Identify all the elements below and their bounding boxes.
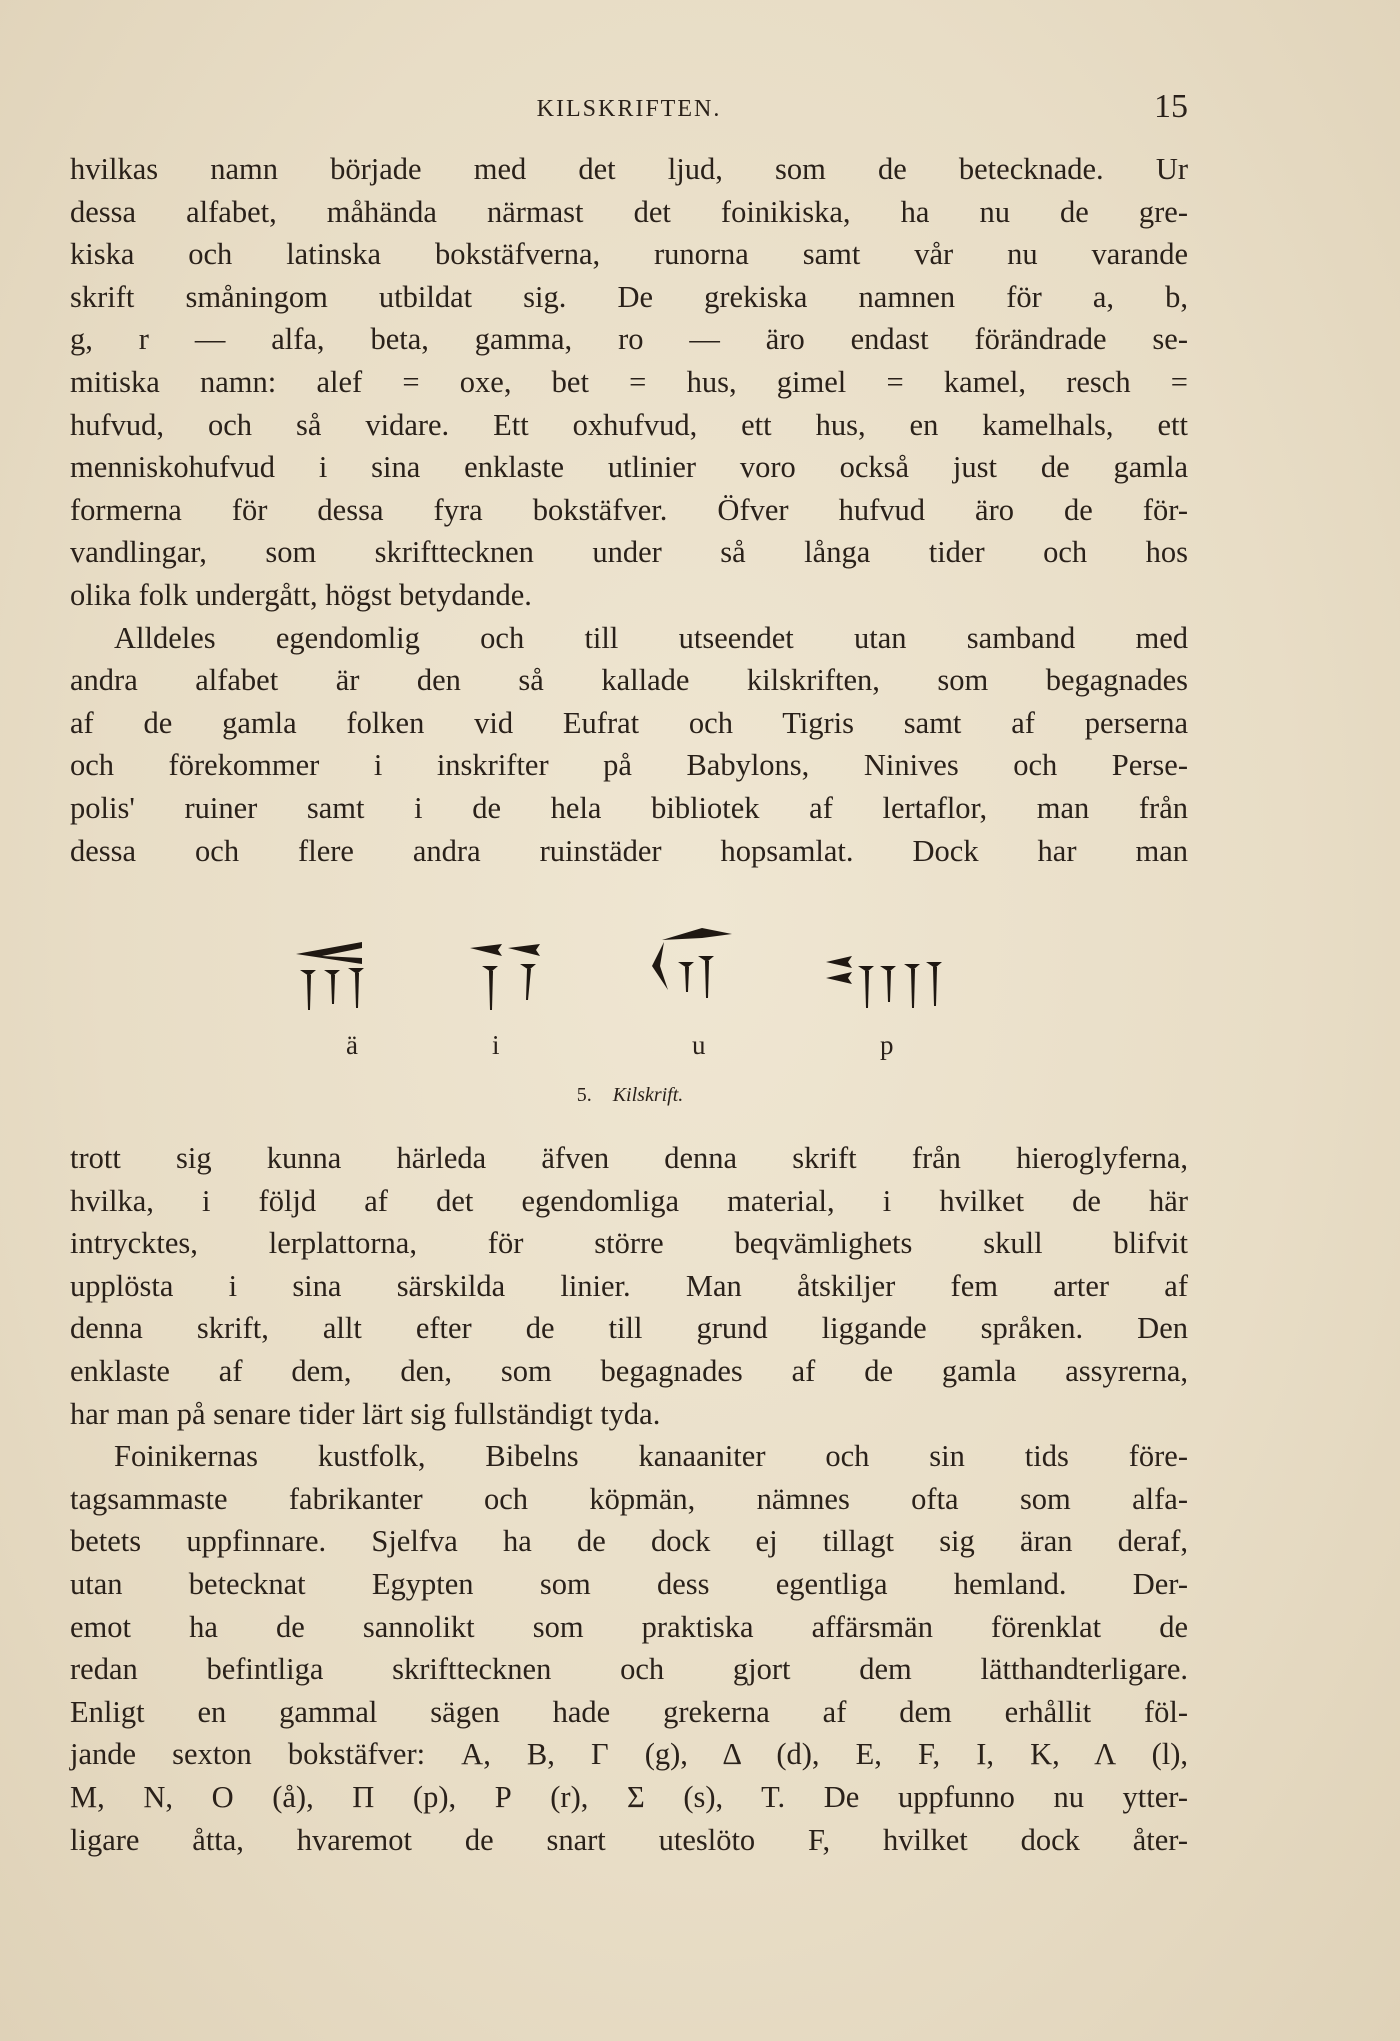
cuneiform-sign-icon [822, 912, 962, 1012]
text-line: Enligt en gammal sägen hade grekerna af dem erhållit föl- [70, 1694, 1188, 1729]
sign-label: p [880, 1030, 894, 1060]
text-line: Alldeles egendomlig och till utseendet utan samband med [114, 620, 1188, 655]
text-line: tagsammaste fabrikanter och köpmän, nämnes ofta som alfa- [70, 1481, 1188, 1516]
paragraph [70, 1137, 1188, 1435]
text-line: jande sexton bokstäfver: Α, Β, Γ (g), Δ (d), Ε, F, Ι, Κ, Λ (l), [70, 1737, 1188, 1772]
sign-label: i [492, 1030, 500, 1060]
text-line: trott sig kunna härleda äfven denna skrift från hieroglyferna, [70, 1141, 1188, 1175]
text-line: betets uppfinnare. Sjelfva ha de dock ej tillagt sig äran deraf, [70, 1524, 1188, 1559]
cuneiform-sign-icon [468, 912, 578, 1012]
cuneiform-sign-icon [642, 912, 752, 1012]
text-line: dessa alfabet, måhända närmast det foinikiska, ha nu de gre- [70, 194, 1188, 229]
page-header [70, 88, 1188, 138]
text-line: utan betecknat Egypten som dess egentliga hemland. Der- [70, 1566, 1188, 1601]
text-line: dessa och flere andra ruinstäder hopsamlat. Dock har man [70, 833, 1188, 868]
text-line: skrift småningom utbildat sig. De grekiska namnen för a, b, [70, 279, 1188, 314]
page-number: 15 [1154, 88, 1188, 125]
text-line: denna skrift, allt efter de till grund liggande språken. Den [70, 1311, 1188, 1346]
text-line: ligare åtta, hvaremot de snart uteslöto F, hvilket dock åter- [70, 1822, 1188, 1857]
text-line: g, r — alfa, beta, gamma, ro — äro endast förändrade se- [70, 322, 1188, 357]
sign-label: u [692, 1030, 706, 1060]
text-line: hufvud, och så vidare. Ett oxhufvud, ett hus, en kamelhals, ett [70, 407, 1188, 442]
text-line: enklaste af dem, den, som begagnades af de gamla assyrerna, [70, 1353, 1188, 1388]
figure-number: 5. [576, 1084, 592, 1106]
text-line: intrycktes, lerplattorna, för större beqvämlighets skull blifvit [70, 1226, 1188, 1261]
paragraph [70, 617, 1188, 873]
text-line: kiska och latinska bokstäfverna, runorna samt vår nu varande [70, 237, 1188, 272]
text-block-upper [70, 148, 1188, 872]
figure-caption [270, 1084, 990, 1107]
cuneiform-signs [270, 912, 990, 1022]
text-line: af de gamla folken vid Eufrat och Tigris samt af perserna [70, 705, 1188, 740]
text-line: polis' ruiner samt i de hela bibliotek af lertaflor, man från [70, 790, 1188, 825]
text-line: vandlingar, som skrifttecknen under så långa tider och hos [70, 535, 1188, 570]
text-line: och förekommer i inskrifter på Babylons, Ninives och Perse- [70, 748, 1188, 783]
sign-label: ä [346, 1030, 358, 1060]
sign-labels [270, 1030, 990, 1070]
text-line: emot ha de sannolikt som praktiska affärsmän förenklat de [70, 1609, 1188, 1644]
text-line: upplösta i sina särskilda linier. Man åtskiljer fem arter af [70, 1268, 1188, 1303]
paragraph [70, 148, 1188, 617]
text-line: hvilka, i följd af det egendomliga material, i hvilket de här [70, 1183, 1188, 1218]
text-line: Μ, Ν, Ο (å), Π (p), Ρ (r), Σ (s), Τ. De uppfunno nu ytter- [70, 1779, 1188, 1814]
paragraph [70, 1435, 1188, 1861]
text-line: andra alfabet är den så kallade kilskriften, som begagnades [70, 663, 1188, 698]
text-line: redan befintliga skrifttecknen och gjort dem lätthandterligare. [70, 1652, 1188, 1687]
text-line: menniskohufvud i sina enklaste utlinier voro också just de gamla [70, 450, 1188, 485]
figure-title: Kilskrift. [612, 1084, 684, 1106]
text-line: mitiska namn: alef = oxe, bet = hus, gimel = kamel, resch = [70, 364, 1188, 399]
running-title: KILSKRIFTEN. [536, 96, 722, 122]
text-line: olika folk undergått, högst betydande. [70, 577, 532, 612]
text-line: Foinikernas kustfolk, Bibelns kanaaniter och sin tids före- [114, 1439, 1188, 1474]
text-line: har man på senare tider lärt sig fullständigt tyda. [70, 1396, 661, 1431]
text-line: hvilkas namn började med det ljud, som de betecknade. Ur [70, 152, 1188, 186]
text-block-lower [70, 1137, 1188, 1861]
cuneiform-figure [270, 912, 990, 1112]
cuneiform-sign-icon [292, 912, 402, 1012]
text-line: formerna för dessa fyra bokstäfver. Öfver hufvud äro de för- [70, 492, 1188, 527]
